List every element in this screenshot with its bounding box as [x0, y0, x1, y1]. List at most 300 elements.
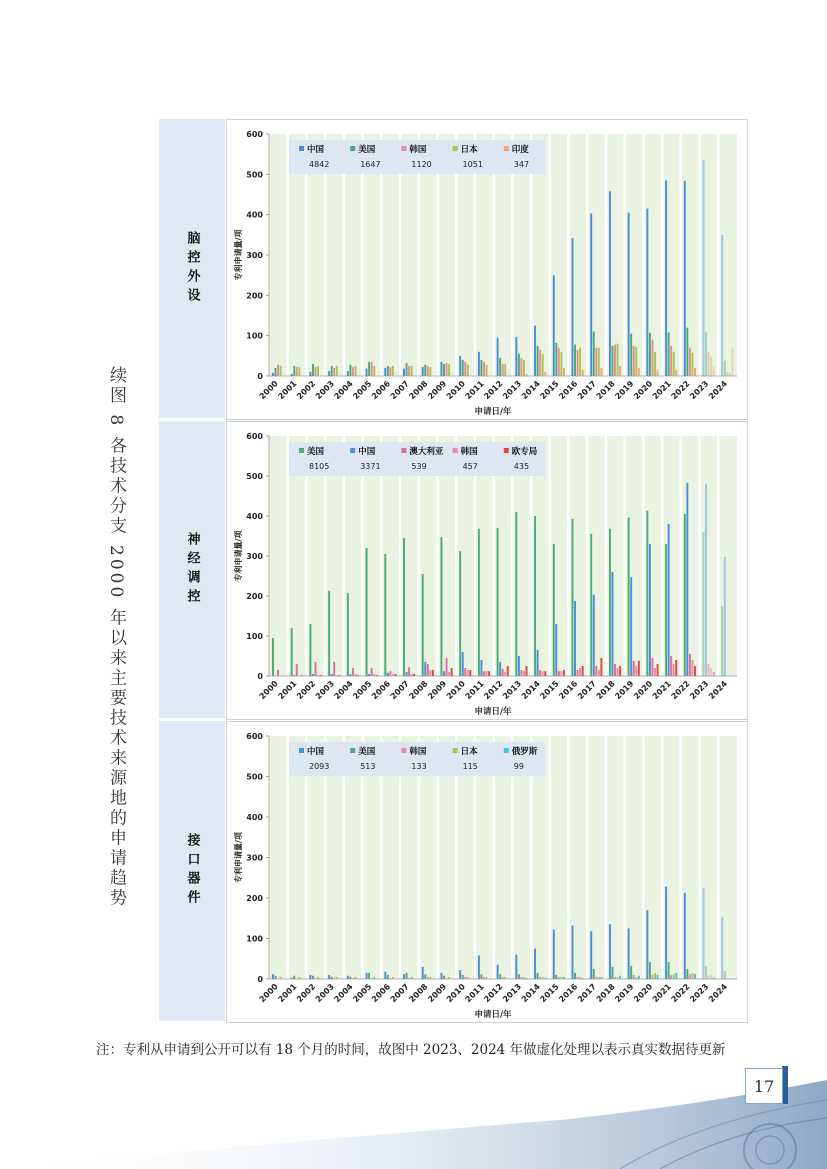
bar — [665, 887, 667, 979]
bar — [577, 670, 579, 676]
bar — [670, 346, 672, 376]
bar — [670, 656, 672, 676]
bar — [427, 366, 429, 376]
bar — [446, 658, 448, 676]
bar — [451, 668, 453, 676]
legend-swatch — [350, 146, 355, 151]
bar — [275, 368, 277, 376]
x-tick-label: 2009 — [426, 379, 449, 402]
bar — [633, 661, 635, 676]
bar — [612, 967, 614, 979]
bar — [446, 978, 448, 979]
x-tick-label: 2010 — [444, 679, 467, 702]
bar — [408, 366, 410, 376]
bar — [649, 962, 651, 979]
legend-total: 1120 — [411, 160, 432, 169]
bar — [301, 675, 303, 676]
bar — [499, 974, 501, 979]
bar — [705, 484, 707, 676]
y-tick-label: 500 — [246, 772, 263, 782]
bar — [600, 658, 602, 676]
bar — [371, 978, 373, 979]
bar — [526, 666, 528, 676]
x-tick-label: 2002 — [295, 679, 318, 702]
bar — [619, 366, 621, 376]
bar — [520, 670, 522, 676]
bar — [448, 364, 450, 376]
bar — [593, 595, 595, 676]
bar — [486, 977, 488, 979]
bar — [675, 370, 677, 376]
bar — [574, 973, 576, 979]
x-tick-label: 2023 — [688, 982, 711, 1005]
bar — [467, 365, 469, 376]
bar — [582, 978, 584, 979]
bar — [574, 345, 576, 376]
bar — [544, 671, 546, 676]
bar — [630, 966, 632, 979]
bar — [651, 975, 653, 979]
x-tick-label: 2022 — [669, 982, 692, 1005]
bar — [520, 977, 522, 979]
legend-swatch — [504, 146, 509, 151]
y-tick-label: 100 — [246, 632, 263, 641]
bar — [710, 668, 712, 676]
bar — [654, 352, 656, 376]
bar — [403, 369, 405, 376]
bar — [480, 974, 482, 979]
bar — [726, 978, 728, 979]
x-tick-label: 2002 — [295, 379, 318, 402]
bar — [480, 360, 482, 376]
bar — [558, 977, 560, 979]
bar — [542, 977, 544, 979]
legend-label: 中国 — [307, 747, 325, 757]
bar — [518, 656, 520, 676]
bar — [518, 974, 520, 979]
bar — [478, 956, 480, 979]
bar — [542, 354, 544, 376]
x-tick-label: 2019 — [613, 379, 636, 402]
bar — [686, 328, 688, 376]
bar — [403, 974, 405, 979]
bar — [277, 670, 279, 676]
bar — [429, 670, 431, 676]
legend-swatch — [299, 146, 304, 151]
bar — [544, 978, 546, 979]
bar — [665, 544, 667, 676]
bar — [291, 374, 293, 376]
y-tick-label: 0 — [257, 672, 263, 681]
x-tick-label: 2012 — [482, 982, 505, 1005]
bar — [483, 977, 485, 979]
bar — [729, 373, 731, 376]
bar — [544, 372, 546, 376]
x-tick-label: 2016 — [557, 679, 580, 702]
bar — [504, 672, 506, 676]
bar — [275, 976, 277, 979]
bar — [424, 974, 426, 979]
bar — [384, 554, 386, 676]
x-tick-label: 2007 — [388, 982, 411, 1005]
x-tick-label: 2011 — [463, 982, 486, 1005]
bar — [537, 973, 539, 979]
bar — [710, 975, 712, 979]
legend-swatch — [350, 748, 355, 753]
bar — [315, 978, 317, 979]
bar — [628, 928, 630, 979]
bar — [298, 367, 300, 376]
bar — [633, 975, 635, 979]
legend-label: 日本 — [460, 145, 478, 155]
legend-swatch — [299, 748, 304, 753]
bar — [376, 675, 378, 676]
bar — [539, 977, 541, 979]
x-tick-label: 2005 — [351, 982, 374, 1005]
bar — [558, 671, 560, 676]
bar — [328, 371, 330, 376]
legend-total: 133 — [411, 762, 427, 771]
bar — [686, 969, 688, 979]
bar — [579, 348, 581, 376]
legend-swatch — [401, 448, 406, 453]
x-tick-label: 2008 — [407, 379, 430, 402]
bar — [422, 367, 424, 376]
legend-label: 印度 — [511, 145, 529, 155]
bar — [689, 348, 691, 376]
bar — [293, 976, 295, 979]
bar — [614, 345, 616, 376]
bar — [331, 674, 333, 676]
bar — [483, 671, 485, 676]
x-tick-label: 2024 — [706, 379, 730, 402]
bar — [691, 660, 693, 676]
bar — [355, 977, 357, 979]
bar — [646, 209, 648, 376]
x-tick-label: 2003 — [313, 379, 336, 402]
legend-swatch — [350, 448, 355, 453]
bar — [315, 662, 317, 676]
bar — [686, 483, 688, 676]
bar — [731, 978, 733, 979]
bar — [635, 666, 637, 676]
bar — [424, 662, 426, 676]
bar — [537, 346, 539, 376]
bar — [411, 977, 413, 979]
bar — [467, 977, 469, 979]
bar — [539, 670, 541, 676]
y-tick-label: 400 — [246, 813, 263, 822]
bar — [673, 664, 675, 676]
bar — [600, 977, 602, 979]
legend-swatch — [401, 146, 406, 151]
bar — [579, 977, 581, 979]
bar — [371, 668, 373, 676]
legend-swatch — [504, 748, 509, 753]
bar — [389, 978, 391, 979]
bar — [555, 343, 557, 376]
bar — [590, 931, 592, 979]
y-tick-label: 0 — [257, 975, 263, 984]
bar — [392, 674, 394, 676]
legend-label: 美国 — [358, 145, 376, 155]
legend-total: 513 — [360, 762, 376, 771]
bar — [558, 348, 560, 376]
bar — [523, 977, 525, 979]
bar — [595, 348, 597, 376]
bar — [478, 529, 480, 676]
bar — [657, 664, 659, 676]
bar — [464, 362, 466, 376]
bar — [668, 962, 670, 979]
x-tick-label: 2012 — [482, 379, 505, 402]
bar — [713, 977, 715, 979]
bar — [563, 977, 565, 979]
bar — [518, 354, 520, 376]
bar — [560, 352, 562, 376]
legend-total: 539 — [411, 462, 427, 471]
legend-total: 8105 — [309, 462, 330, 471]
bar — [684, 514, 686, 676]
bar — [598, 977, 600, 979]
chart-neuromodulation — [226, 421, 748, 720]
bar — [598, 348, 600, 376]
bar — [499, 358, 501, 376]
bar — [486, 365, 488, 376]
x-tick-label: 2000 — [257, 679, 280, 702]
bar — [542, 671, 544, 676]
y-tick-label: 400 — [246, 210, 263, 220]
bar — [635, 347, 637, 376]
x-tick-label: 2006 — [369, 379, 393, 402]
y-axis-label: 专利申请量/项 — [234, 229, 243, 281]
x-tick-label: 2018 — [594, 982, 617, 1005]
bar — [291, 978, 293, 979]
bar — [422, 574, 424, 676]
bar — [497, 965, 499, 979]
bar — [366, 548, 368, 676]
bar — [612, 572, 614, 676]
x-tick-label: 2024 — [706, 982, 730, 1005]
bar — [630, 577, 632, 676]
bar — [443, 976, 445, 979]
x-tick-label: 2014 — [519, 982, 542, 1005]
x-tick-label: 2020 — [632, 679, 655, 702]
bar — [478, 352, 480, 376]
bar — [497, 338, 499, 376]
bar — [502, 364, 504, 376]
bar — [312, 364, 314, 376]
bar — [384, 972, 386, 979]
x-tick-label: 2017 — [575, 379, 599, 402]
x-axis-label: 申请日/年 — [474, 407, 512, 417]
bar — [657, 370, 659, 376]
bar — [731, 348, 733, 376]
y-tick-label: 300 — [246, 853, 263, 863]
bar — [440, 362, 442, 376]
x-tick-label: 2004 — [332, 982, 355, 1005]
bar — [563, 368, 565, 376]
legend-label: 日本 — [460, 747, 478, 757]
x-tick-label: 2020 — [632, 982, 655, 1005]
bar — [703, 888, 705, 979]
bar — [464, 977, 466, 979]
bar — [713, 672, 715, 676]
x-tick-label: 2009 — [426, 982, 449, 1005]
bar — [312, 674, 314, 676]
x-tick-label: 2022 — [669, 379, 692, 402]
bar — [572, 238, 574, 376]
panel-label-brain-peripheral: 脑控外设 — [159, 119, 225, 418]
x-tick-label: 2003 — [313, 982, 336, 1005]
legend-total: 457 — [462, 462, 478, 471]
y-tick-label: 200 — [246, 592, 263, 601]
bar — [403, 538, 405, 676]
bar — [633, 346, 635, 376]
bar — [459, 970, 461, 979]
bar — [427, 977, 429, 979]
bar — [389, 367, 391, 376]
x-tick-label: 2018 — [594, 379, 617, 402]
bar — [526, 978, 528, 979]
bar — [609, 191, 611, 376]
bar — [387, 673, 389, 676]
bar — [582, 370, 584, 376]
bar — [392, 977, 394, 979]
bar — [721, 917, 723, 979]
bar — [668, 332, 670, 376]
bar — [705, 966, 707, 979]
bar — [296, 367, 298, 376]
bar — [694, 974, 696, 979]
bar — [628, 518, 630, 676]
bar — [560, 671, 562, 676]
x-tick-label: 2012 — [482, 679, 505, 702]
bar — [424, 365, 426, 376]
y-tick-label: 500 — [246, 472, 263, 481]
bar — [590, 534, 592, 676]
bar — [534, 326, 536, 376]
x-tick-label: 2021 — [650, 982, 673, 1005]
bar — [703, 160, 705, 376]
legend-total: 4842 — [309, 160, 330, 169]
bar — [336, 977, 338, 979]
bar — [422, 967, 424, 979]
bar — [691, 973, 693, 979]
bar — [628, 213, 630, 376]
bar — [670, 975, 672, 979]
x-tick-label: 2017 — [575, 982, 599, 1005]
figure-caption: 续图 8 各技术分支 2000 年以来主要技术来源地的申请趋势 — [106, 366, 126, 909]
bar — [515, 512, 517, 676]
legend-total: 3371 — [360, 462, 381, 471]
bar — [502, 977, 504, 979]
panel-label-interface-device: 接口器件 — [159, 721, 225, 1021]
bar — [646, 910, 648, 979]
bar — [293, 366, 295, 376]
bar — [464, 668, 466, 676]
x-tick-label: 2008 — [407, 982, 430, 1005]
bar — [724, 557, 726, 676]
bar — [349, 365, 351, 376]
bar — [504, 977, 506, 979]
bar — [429, 367, 431, 376]
bar — [333, 662, 335, 676]
bar — [384, 368, 386, 376]
bar — [408, 978, 410, 979]
bar — [646, 511, 648, 676]
x-tick-label: 2004 — [332, 679, 355, 702]
bar — [673, 974, 675, 979]
bar — [515, 955, 517, 979]
bar — [651, 658, 653, 676]
bar — [590, 213, 592, 376]
x-tick-label: 2017 — [575, 679, 599, 702]
bar — [366, 369, 368, 376]
bar — [462, 975, 464, 979]
bar — [432, 670, 434, 676]
legend-label: 澳大利亚 — [409, 447, 444, 457]
bar — [483, 362, 485, 376]
bar — [488, 671, 490, 676]
bar — [280, 366, 282, 376]
bar — [577, 977, 579, 979]
bar — [635, 977, 637, 979]
bar — [694, 666, 696, 676]
bar — [459, 356, 461, 376]
bar — [272, 974, 274, 979]
bar — [724, 971, 726, 979]
y-tick-label: 500 — [246, 170, 263, 180]
x-tick-label: 2001 — [276, 679, 299, 702]
bar — [333, 368, 335, 376]
legend-label: 中国 — [307, 145, 325, 155]
bar — [293, 675, 295, 676]
bar — [534, 516, 536, 676]
bar — [309, 372, 311, 376]
bar — [539, 350, 541, 376]
bar — [726, 372, 728, 376]
bar — [577, 350, 579, 376]
bar — [272, 638, 274, 676]
x-tick-label: 2004 — [332, 379, 355, 402]
bar — [673, 352, 675, 376]
bar — [713, 366, 715, 376]
x-tick-label: 2009 — [426, 679, 449, 702]
bar — [553, 275, 555, 376]
y-tick-label: 300 — [246, 552, 263, 561]
y-tick-label: 300 — [246, 251, 263, 260]
bar — [406, 363, 408, 376]
bar — [572, 519, 574, 676]
bar — [462, 360, 464, 376]
y-tick-label: 200 — [246, 291, 263, 301]
bar — [619, 976, 621, 979]
x-tick-label: 2010 — [444, 982, 467, 1005]
x-tick-label: 2008 — [407, 679, 430, 702]
bar — [600, 368, 602, 376]
bar — [413, 674, 415, 676]
y-tick-label: 200 — [246, 894, 263, 903]
bar — [638, 976, 640, 979]
bar — [689, 974, 691, 979]
legend-total: 435 — [513, 462, 530, 471]
legend-total: 99 — [513, 762, 524, 771]
bar — [408, 667, 410, 676]
x-tick-label: 2007 — [388, 379, 411, 402]
x-tick-label: 2007 — [388, 679, 411, 702]
bar — [411, 366, 413, 376]
